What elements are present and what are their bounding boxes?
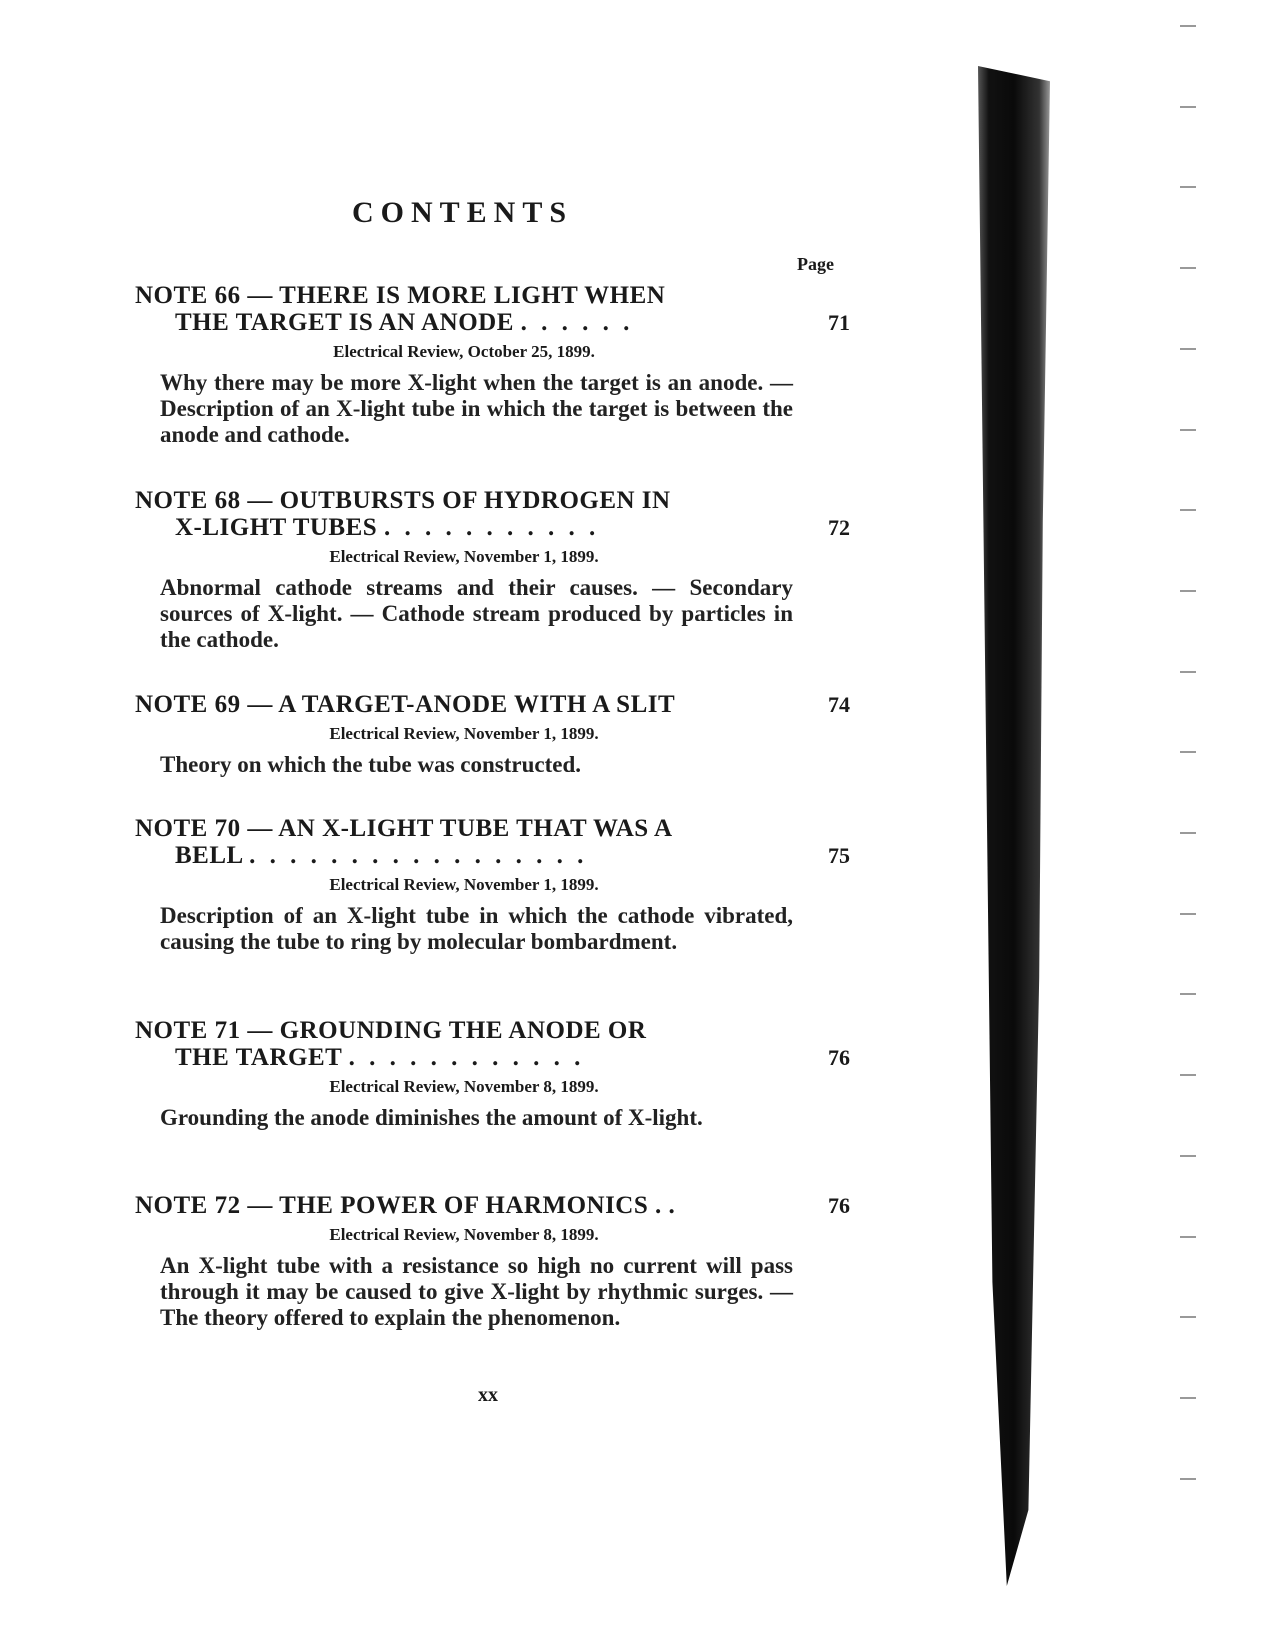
toc-entry — [135, 815, 850, 1017]
page-column-header: Page — [797, 254, 834, 274]
edge-mark — [1180, 751, 1196, 753]
page-title: CONTENTS — [352, 196, 574, 229]
toc-entry — [135, 487, 850, 691]
entry-description: Theory on which the tube was constructed. — [160, 752, 582, 777]
entry-heading: NOTE 69 — A TARGET-ANODE WITH A SLIT — [135, 691, 676, 718]
entry-source: Electrical Review, November 8, 1899. — [329, 1077, 599, 1096]
edge-mark — [1180, 267, 1196, 269]
toc-entry — [135, 282, 850, 487]
edge-mark — [1180, 993, 1196, 995]
entry-source: Electrical Review, November 8, 1899. — [329, 1225, 599, 1244]
edge-mark — [1180, 1074, 1196, 1076]
edge-mark — [1180, 1397, 1196, 1399]
entry-source: Electrical Review, November 1, 1899. — [329, 547, 599, 566]
entry-source: Electrical Review, November 1, 1899. — [329, 875, 599, 894]
entry-heading-cont: THE TARGET — [175, 1044, 342, 1071]
page-number: 76 — [828, 1045, 850, 1070]
page-number: 72 — [828, 515, 850, 540]
edge-mark — [1180, 1236, 1196, 1238]
leader-dots: . . . . . . . . . . . . . . . . . — [249, 842, 588, 869]
edge-mark — [1180, 1155, 1196, 1157]
edge-mark — [1180, 25, 1196, 27]
toc-entry — [135, 1017, 850, 1192]
edge-mark — [1180, 590, 1196, 592]
scan-binding-shadow — [978, 66, 1050, 1586]
entry-description: Grounding the anode diminishes the amount of X-light. — [160, 1105, 703, 1130]
page-number: 71 — [828, 310, 850, 335]
entry-heading: NOTE 70 — AN X-LIGHT TUBE THAT WAS A — [135, 815, 673, 842]
entry-heading-cont: BELL — [175, 842, 243, 869]
entry-heading: NOTE 72 — THE POWER OF HARMONICS . . — [135, 1192, 676, 1219]
leader-dots: . . . . . . — [520, 309, 634, 336]
entry-heading: NOTE 71 — GROUNDING THE ANODE OR — [135, 1017, 647, 1044]
page-number: 74 — [828, 692, 850, 717]
entry-description: Description of an X-light tube in which the cathode vibrated, causing the tube to ring by molecular bombardment. — [160, 903, 793, 954]
edge-mark — [1180, 1316, 1196, 1318]
entry-heading: NOTE 66 — THERE IS MORE LIGHT WHEN — [135, 282, 666, 309]
leader-dots: . . . . . . . . . . . — [383, 514, 600, 541]
entry-description: An X-light tube with a resistance so high no current will pass through it may be caused to give X-light by rhythmic surges. — The theory offered to explain the phenomenon. — [160, 1253, 793, 1330]
entry-description: Abnormal cathode streams and their causes. — Secondary sources of X-light. — Cathode stream produced by particles in the cathode. — [160, 575, 793, 652]
edge-mark — [1180, 509, 1196, 511]
page-folio: xx — [478, 1384, 498, 1406]
entry-heading-cont: THE TARGET IS AN ANODE — [175, 309, 514, 336]
toc-entry — [135, 691, 850, 815]
entry-source: Electrical Review, November 1, 1899. — [329, 724, 599, 743]
edge-mark — [1180, 348, 1196, 350]
entry-source: Electrical Review, October 25, 1899. — [333, 342, 595, 361]
entry-heading: NOTE 68 — OUTBURSTS OF HYDROGEN IN — [135, 487, 671, 514]
edge-mark — [1180, 913, 1196, 915]
toc-entry — [135, 1192, 850, 1331]
edge-mark — [1180, 1478, 1196, 1480]
edge-mark — [1180, 832, 1196, 834]
edge-mark — [1180, 106, 1196, 108]
entry-description: Why there may be more X-light when the target is an anode. — Description of an X-light tube in which the target is between the anode and cathode. — [160, 370, 793, 447]
page-number: 75 — [828, 843, 850, 868]
toc-list — [135, 282, 850, 1331]
leader-dots: . . . . . . . . . . . . — [348, 1044, 585, 1071]
page-number: 76 — [828, 1193, 850, 1218]
edge-mark — [1180, 671, 1196, 673]
entry-heading-cont: X-LIGHT TUBES — [175, 514, 378, 541]
edge-mark — [1180, 429, 1196, 431]
edge-mark — [1180, 186, 1196, 188]
